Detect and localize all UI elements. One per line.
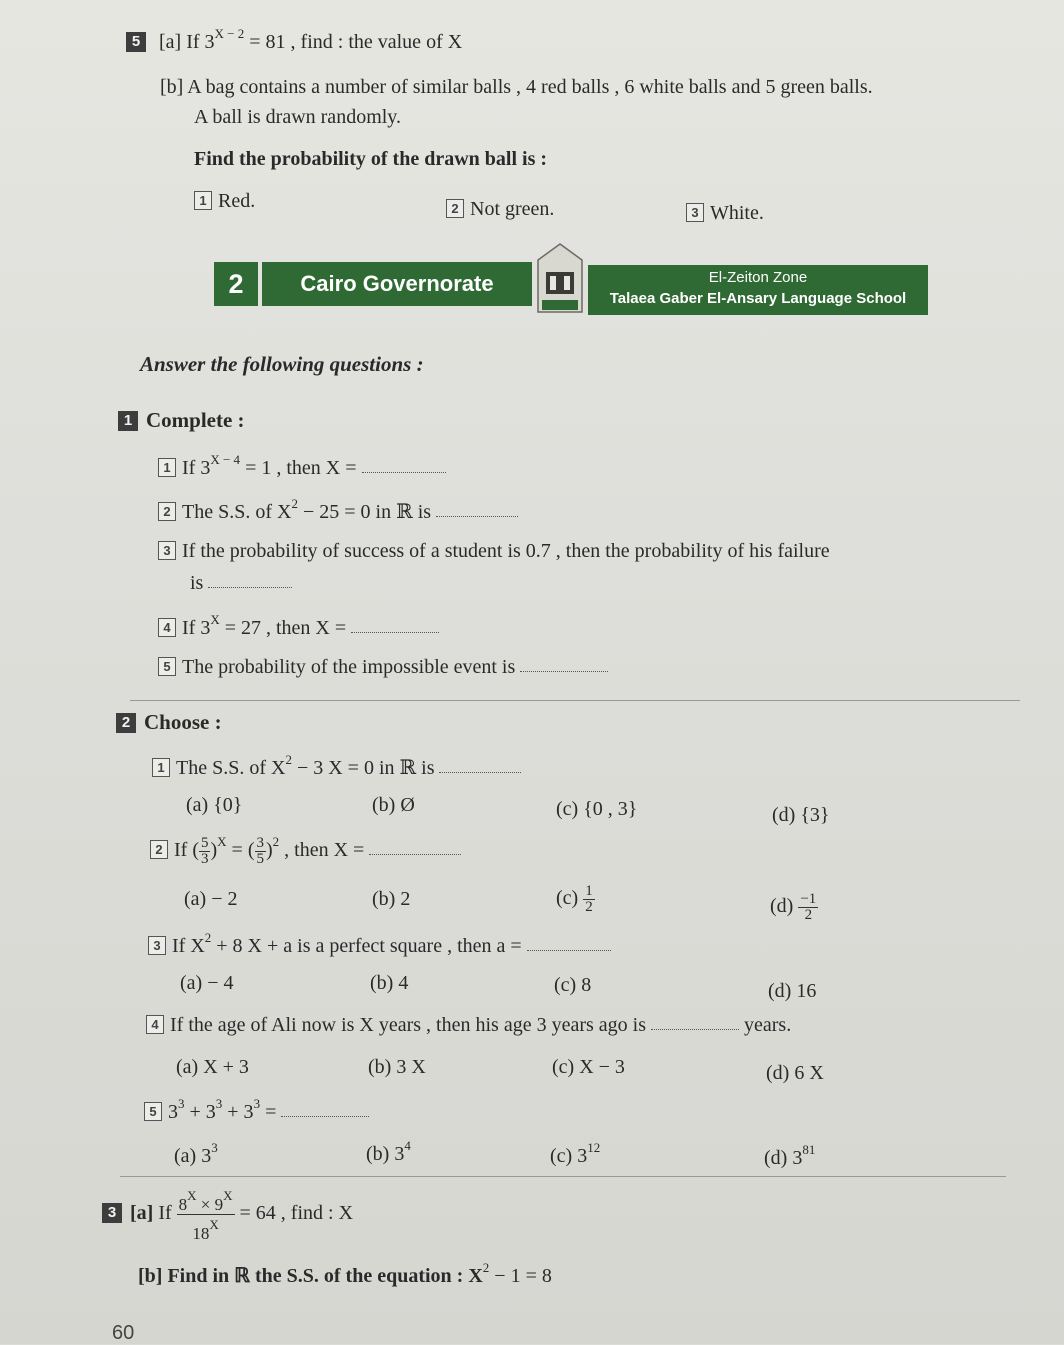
q3-b-pre: Find in ℝ the S.S. of the equation : X — [167, 1265, 483, 1287]
term-base: 3 — [168, 1101, 178, 1123]
q5-a-text-pre: If 3 — [186, 31, 215, 53]
page-number: 60 — [112, 1322, 135, 1344]
q2-4-choice-b[interactable]: (b) 3 X — [368, 1056, 426, 1078]
choice-base: (b) 3 — [366, 1143, 405, 1165]
answer-blank[interactable] — [439, 772, 521, 773]
school-logo-icon — [532, 242, 588, 320]
q1-item-1-exponent: X − 4 — [210, 452, 241, 467]
numerator: 1 — [585, 883, 593, 899]
q2-item-3-number: 3 — [148, 936, 166, 955]
q2-item-3-exponent: 2 — [204, 930, 212, 945]
q1-item-5-text: The probability of the impossible event is — [182, 656, 521, 678]
q2-4-choice-c[interactable]: (c) X − 3 — [552, 1056, 625, 1078]
q1-heading — [118, 408, 245, 433]
num-exponent: X — [223, 1188, 233, 1203]
q5-item-3-number: 3 — [686, 203, 704, 222]
q2-3-choice-b[interactable]: (b) 4 — [370, 972, 409, 994]
q2-item-1-number: 1 — [152, 758, 170, 777]
q1-item-5 — [158, 656, 608, 679]
answer-blank[interactable] — [208, 587, 292, 588]
q2-2-choice-c-fraction — [583, 884, 595, 915]
q1-item-2-exponent: 2 — [291, 496, 298, 511]
choice-exponent: 12 — [587, 1140, 601, 1155]
choice-exponent: 81 — [802, 1142, 816, 1157]
q2-2-choice-c[interactable] — [556, 884, 595, 915]
answer-blank[interactable] — [651, 1029, 739, 1030]
q3-a-fraction — [177, 1186, 235, 1243]
q2-3-choice-a[interactable]: (a) − 4 — [180, 972, 234, 994]
q2-item-2-number: 2 — [150, 840, 168, 859]
den-base: 18 — [192, 1224, 210, 1243]
q2-title: Choose : — [144, 710, 222, 734]
q2-5-choice-d[interactable] — [764, 1142, 815, 1170]
choice-base: (a) 3 — [174, 1145, 212, 1167]
q1-item-1 — [158, 452, 446, 480]
q1-item-3 — [158, 540, 830, 563]
q2-3-choice-d[interactable]: (d) 16 — [768, 980, 817, 1002]
q2-heading — [116, 710, 222, 735]
q5-part-b-line1 — [160, 76, 873, 99]
q2-item-3-pre: If X — [172, 935, 205, 957]
q5-a-exponent: X − 2 — [214, 26, 245, 41]
term-base: + 3 — [189, 1101, 216, 1123]
governorate-title: Cairo Governorate — [262, 262, 532, 306]
q5-a-label: [a] — [159, 31, 182, 53]
q3-a-post: = 64 , find : X — [234, 1202, 354, 1225]
q2-4-choice-d[interactable]: (d) 6 X — [766, 1062, 824, 1084]
answer-blank[interactable] — [281, 1116, 369, 1117]
denominator: 2 — [585, 899, 593, 915]
q1-item-2-post: − 25 = 0 in ℝ is — [297, 501, 437, 523]
numerator: 5 — [200, 834, 209, 851]
q2-item-5-number: 5 — [144, 1102, 162, 1121]
q2-item-2-post: , then X = — [279, 839, 370, 861]
q5-item-2-number: 2 — [446, 199, 464, 218]
q2-5-choice-a[interactable] — [174, 1140, 218, 1168]
answer-blank[interactable] — [436, 516, 518, 517]
answer-blank[interactable] — [527, 950, 611, 951]
q5-item-2 — [446, 198, 554, 221]
q1-item-1-post: = 1 , then X = — [240, 457, 362, 479]
q2-item-1-pre: The S.S. of X — [176, 757, 286, 779]
q1-item-4-exponent: X — [210, 612, 220, 627]
q2-1-choice-c[interactable]: (c) {0 , 3} — [556, 798, 638, 820]
q1-item-2 — [158, 496, 518, 524]
q2-2-fraction-1 — [199, 836, 211, 867]
q3-a-label: [a] — [130, 1202, 154, 1225]
q3-b-post: − 1 = 8 — [489, 1265, 552, 1287]
q3-part-b — [138, 1260, 552, 1288]
term-exponent: 3 — [253, 1096, 261, 1111]
q1-item-3-line2-row — [190, 572, 292, 595]
q5-number: 5 — [126, 32, 146, 52]
choice-base: (c) 3 — [550, 1145, 588, 1167]
school-banner — [588, 265, 928, 315]
q2-2-equals: = ( — [226, 839, 255, 861]
q2-3-choice-c[interactable]: (c) 8 — [554, 974, 592, 996]
q2-2-exponent-2: 2 — [272, 834, 280, 849]
q5-b-line3: Find the probability of the drawn ball is : — [194, 148, 548, 170]
denominator: 3 — [200, 850, 209, 867]
q2-1-choice-b[interactable]: (b) Ø — [372, 794, 415, 816]
q5-part-a — [126, 26, 462, 54]
q2-2-choice-d-fraction — [798, 892, 818, 923]
q2-1-choice-d[interactable]: (d) {3} — [772, 804, 830, 826]
q1-item-2-number: 2 — [158, 502, 176, 521]
numerator: −1 — [800, 891, 817, 907]
q1-item-4-post: = 27 , then X = — [219, 617, 352, 639]
q5-item-3-text: White. — [710, 202, 764, 224]
q1-number: 1 — [118, 411, 138, 431]
q1-item-2-pre: The S.S. of X — [182, 501, 292, 523]
section-divider — [120, 1176, 1006, 1177]
q3-number: 3 — [102, 1203, 122, 1223]
q2-item-4-text: If the age of Ali now is X years , then his age 3 years ago is — [170, 1014, 651, 1036]
q2-item-5 — [144, 1096, 369, 1124]
q2-item-4 — [146, 1014, 791, 1037]
q2-2-choice-a[interactable]: (a) − 2 — [184, 888, 238, 910]
q2-number: 2 — [116, 713, 136, 733]
num-mid: × 9 — [196, 1195, 224, 1214]
num-base: 8 — [178, 1195, 188, 1214]
q1-item-3-line1: If the probability of success of a student is 0.7 , then the probability of his failure — [182, 540, 830, 562]
q2-2-fraction-2 — [255, 836, 267, 867]
numerator — [177, 1186, 235, 1215]
q2-item-2: 2 If ( $\frac{5}{3}$ )$^X$ = ( $\frac{3}{5}$ )$^2$ , then X = — [150, 834, 461, 867]
q5-item-1 — [194, 190, 255, 213]
exam-number-badge: 2 — [214, 262, 258, 306]
q2-5-choice-b[interactable] — [366, 1138, 411, 1166]
school-name: Talaea Gaber El-Ansary Language School — [609, 290, 907, 307]
q2-5-choice-c[interactable] — [550, 1140, 600, 1168]
q2-item-3-post: + 8 X + a is a perfect square , then a = — [211, 935, 527, 957]
q2-2-choice-c-label: (c) — [556, 887, 579, 910]
choice-exponent: 4 — [404, 1138, 411, 1153]
q5-item-2-text: Not green. — [470, 198, 555, 220]
q5-a-text-post: = 81 , find : the value of X — [244, 31, 463, 53]
q1-item-4-number: 4 — [158, 618, 176, 637]
q5-b-label: [b] — [160, 76, 184, 98]
q5-item-1-text: Red. — [218, 190, 256, 212]
q2-item-1 — [152, 752, 521, 780]
denominator: 2 — [804, 907, 813, 923]
q1-item-5-number: 5 — [158, 657, 176, 676]
num-exponent: X — [187, 1188, 197, 1203]
denominator: 5 — [256, 850, 264, 867]
answer-blank[interactable] — [362, 472, 446, 473]
q2-4-choice-a[interactable]: (a) X + 3 — [176, 1056, 249, 1078]
choice-exponent: 3 — [211, 1140, 218, 1155]
term-equals: = — [260, 1101, 282, 1123]
instruction-heading: Answer the following questions : — [140, 352, 424, 376]
q2-item-1-post: − 3 X = 0 in ℝ is — [291, 757, 440, 779]
numerator: 3 — [256, 834, 264, 851]
q5-item-1-number: 1 — [194, 191, 212, 210]
q3-b-label: [b] — [138, 1265, 163, 1287]
q2-2-exponent-1: X — [217, 834, 227, 849]
q1-item-1-pre: If 3 — [182, 457, 211, 479]
choice-base: (d) 3 — [764, 1147, 803, 1169]
term-exponent: 3 — [178, 1096, 185, 1111]
q2-2-choice-d-label: (d) — [770, 895, 794, 918]
section-divider — [130, 700, 1020, 701]
denominator — [177, 1215, 235, 1243]
term-exponent: 3 — [215, 1096, 223, 1111]
q2-item-1-exponent: 2 — [285, 752, 292, 767]
q1-item-3-number: 3 — [158, 541, 176, 560]
q2-item-4-tail: years. — [739, 1014, 792, 1036]
q2-item-2-pre: If ( — [174, 839, 199, 861]
answer-blank[interactable] — [369, 854, 461, 855]
q1-item-1-number: 1 — [158, 458, 176, 477]
q1-title: Complete : — [146, 408, 245, 432]
q2-item-3 — [148, 930, 611, 958]
q1-item-4-pre: If 3 — [182, 617, 211, 639]
zone-name: El-Zeiton Zone — [708, 269, 808, 286]
q2-2-choice-b[interactable]: (b) 2 — [372, 888, 411, 910]
q5-b-line2: A ball is drawn randomly. — [194, 106, 402, 128]
q1-item-4 — [158, 612, 439, 640]
answer-blank[interactable] — [520, 671, 608, 672]
q3-b-exponent: 2 — [482, 1260, 490, 1275]
q3-a-pre: If — [158, 1202, 172, 1225]
q2-1-choice-a[interactable]: (a) {0} — [186, 794, 243, 816]
q5-b-text: A bag contains a number of similar balls , 4 red balls , 6 white balls and 5 green balls. — [187, 76, 873, 98]
term-base: + 3 — [227, 1101, 254, 1123]
q2-item-4-number: 4 — [146, 1015, 164, 1034]
q1-item-3-line2: is — [190, 572, 209, 594]
answer-blank[interactable] — [351, 632, 439, 633]
q2-2-choice-d[interactable] — [770, 892, 818, 923]
den-exponent: X — [209, 1217, 219, 1232]
q3-part-a — [102, 1186, 353, 1243]
q5-item-3 — [686, 202, 764, 225]
